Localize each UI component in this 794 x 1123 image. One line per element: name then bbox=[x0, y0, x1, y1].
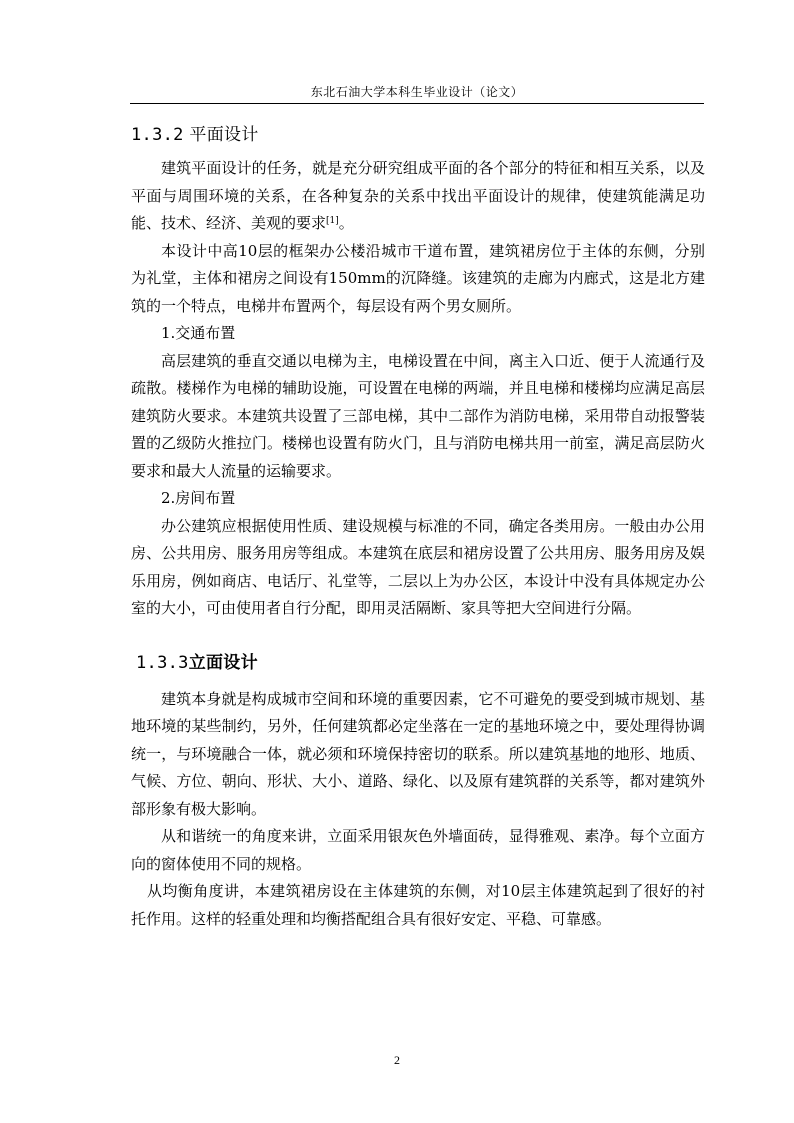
subsection-title-rooms: 2.房间布置 bbox=[161, 489, 236, 507]
section-number: 1.3.2 bbox=[131, 125, 184, 145]
paragraph-facade-context: 建筑本身就是构成城市空间和环境的重要因素，它不可避免的要受到城市规划、基地环境的某些制约，另外，任何建筑都必定坐落在一定的基地环境之中，要处理得协调统一，与环境融合一体，就必须和环境保持密切的联系。所以建筑基地的地形、地质、气候、方位、朝向、形状、大小、道路、绿化、以及原有建筑群的关系等，都对建筑外部形象有极大影响。 bbox=[131, 689, 705, 818]
paragraph-text: 建筑平面设计的任务，就是充分研究组成平面的各个部分的特征和相互关系，以及平面与周围环境的关系，在各种复杂的关系中找出平面设计的规律，使建筑能满足功能、技术、经济、美观的要求 bbox=[131, 159, 705, 232]
paragraph-traffic: 高层建筑的垂直交通以电梯为主，电梯设置在中间，离主入口近、便于人流通行及疏散。楼梯作为电梯的辅助设施，可设置在电梯的两端，并且电梯和楼梯均应满足高层建筑防火要求。本建筑共设置了三部电梯，其中二部作为消防电梯，采用带自动报警装置的乙级防火推拉门。楼梯也设置有防火门，且与消防电梯共用一前室，满足高层防火要求和最大人流量的运输要求。 bbox=[131, 351, 705, 480]
paragraph-plan-layout: 本设计中高10层的框架办公楼沿城市干道布置，建筑裙房位于主体的东侧，分别为礼堂，主体和裙房之间设有150mm的沉降缝。该建筑的走廊为内廊式，这是北方建筑的一个特点，电梯井布置两个，每层设有两个男女厕所。 bbox=[131, 241, 705, 315]
paragraph-rooms: 办公建筑应根据使用性质、建设规模与标准的不同，确定各类用房。一般由办公用房、公共用房、服务用房等组成。本建筑在底层和裙房设置了公共用房、服务用房及娱乐用房，例如商店、电话厅、礼堂等，二层以上为办公区，本设计中没有具体规定办公室的大小，可由使用者自行分配，即用灵活隔断、家具等把大空间进行分隔。 bbox=[131, 516, 705, 617]
header-rule bbox=[130, 103, 704, 104]
section-title: 平面设计 bbox=[189, 125, 259, 145]
document-body bbox=[131, 120, 705, 933]
paragraph-tail: 。 bbox=[338, 214, 354, 232]
section-heading-1-3-2 bbox=[131, 120, 705, 150]
citation-ref: [1] bbox=[326, 216, 339, 226]
running-header: 东北石油大学本科生毕业设计（论文） bbox=[310, 85, 524, 99]
paragraph-plan-task bbox=[131, 155, 705, 238]
paragraph-facade-balance: 从均衡角度讲，本建筑裙房设在主体建筑的东侧，对10层主体建筑起到了很好的衬托作用。这样的轻重处理和均衡搭配组合具有很好安定、平稳、可靠感。 bbox=[131, 882, 705, 928]
section-heading-1-3-3 bbox=[131, 648, 705, 678]
section-number: 1.3.3 bbox=[136, 652, 189, 673]
paragraph-facade-harmony: 从和谐统一的角度来讲，立面采用银灰色外墙面砖，显得雅观、素净。每个立面方向的窗体使用不同的规格。 bbox=[131, 827, 705, 873]
page-number: 2 bbox=[394, 1053, 400, 1067]
subsection-title-traffic: 1.交通布置 bbox=[161, 324, 236, 342]
section-title: 立面设计 bbox=[188, 652, 258, 673]
